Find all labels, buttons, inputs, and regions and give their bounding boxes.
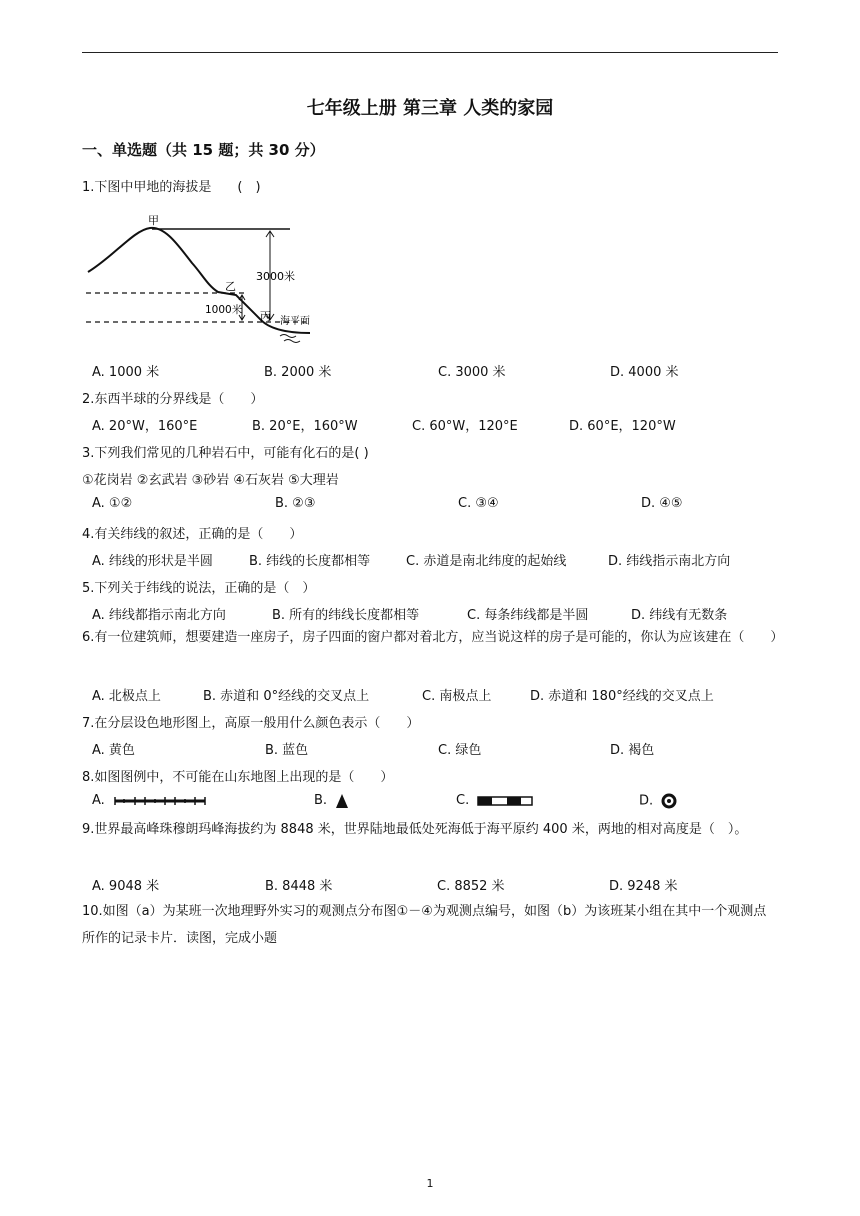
- option-d[interactable]: [639, 793, 677, 809]
- question-10-stem: 10.如图（a）为某班一次地理野外实习的观测点分布图①－④为观测点编号，如图（b）为该班某小组在其中一个观测点所作的记录卡片．读图，完成小题: [82, 904, 767, 946]
- option-d[interactable]: D. 60°E，120°W: [569, 419, 676, 434]
- question-1-options: [92, 361, 772, 381]
- option-d-label: D.: [639, 793, 654, 809]
- option-b[interactable]: [314, 793, 349, 808]
- option-d[interactable]: D. 4000 米: [610, 365, 679, 380]
- question-6-options: [92, 685, 772, 705]
- question-2-options: [92, 415, 772, 435]
- option-a[interactable]: [92, 793, 207, 808]
- page-number: 1: [426, 1177, 434, 1190]
- option-c[interactable]: C. 南极点上: [422, 689, 492, 704]
- elevation-profile-figure: [84, 208, 314, 348]
- option-c[interactable]: C. 每条纬线都是半圆: [467, 608, 589, 623]
- option-a[interactable]: A. 黄色: [92, 743, 135, 758]
- question-3-stem: 3.下列我们常见的几种岩石中，可能有化石的是( ): [82, 446, 369, 461]
- option-d[interactable]: D. 赤道和 180°经线的交叉点上: [530, 689, 714, 704]
- option-c[interactable]: C. 3000 米: [438, 365, 506, 380]
- option-a[interactable]: A. 纬线的形状是半圆: [92, 554, 213, 569]
- scale-bar-icon: [477, 796, 533, 806]
- option-b[interactable]: B. 蓝色: [265, 743, 309, 758]
- label-3000m: 3000米: [256, 270, 295, 283]
- question-5-options: [92, 604, 772, 624]
- option-b[interactable]: B. 赤道和 0°经线的交叉点上: [203, 689, 370, 704]
- option-b[interactable]: B. 20°E，160°W: [252, 419, 358, 434]
- option-d[interactable]: D. 9248 米: [609, 879, 678, 894]
- option-a[interactable]: A. 1000 米: [92, 365, 160, 380]
- option-c[interactable]: C. 8852 米: [437, 879, 505, 894]
- option-a[interactable]: A. 纬线都指示南北方向: [92, 608, 226, 623]
- option-b[interactable]: B. 纬线的长度都相等: [249, 554, 371, 569]
- question-5-stem: 5.下列关于纬线的说法，正确的是（ ）: [82, 581, 316, 596]
- label-1000m: 1000米: [205, 304, 243, 316]
- option-c[interactable]: C. ③④: [458, 496, 499, 511]
- section-heading: 一、单选题（共 15 题；共 30 分）: [82, 141, 325, 159]
- capital-city-icon: [661, 793, 677, 809]
- question-8-options: [92, 793, 772, 813]
- question-4-options: [92, 550, 772, 570]
- option-d[interactable]: D. ④⑤: [641, 496, 683, 511]
- option-c[interactable]: C. 绿色: [438, 743, 482, 758]
- question-7-options: [92, 739, 772, 759]
- question-6-stem: 6.有一位建筑师，想要建造一座房子，房子四面的窗户都对着北方，应当说这样的房子是可能的，你认为应该建在（ ）: [82, 630, 784, 645]
- mountain-peak-icon: [335, 794, 349, 808]
- option-c[interactable]: [456, 793, 533, 808]
- option-d[interactable]: D. 纬线指示南北方向: [608, 554, 731, 569]
- question-9-stem: 9.世界最高峰珠穆朗玛峰海拔约为 8848 米，世界陆地最低处死海低于海平原约 400 米，两地的相对高度是（ ）。: [82, 822, 748, 837]
- option-a[interactable]: A. ①②: [92, 496, 133, 511]
- question-9-options: [92, 875, 772, 895]
- option-b[interactable]: B. 2000 米: [264, 365, 332, 380]
- header-rule: [82, 52, 778, 53]
- question-3-options: [92, 496, 772, 516]
- option-a[interactable]: A. 20°W，160°E: [92, 419, 198, 434]
- label-jia: 甲: [148, 214, 159, 227]
- railway-symbol-icon: [113, 796, 207, 806]
- option-d[interactable]: D. 褐色: [610, 743, 655, 758]
- option-c[interactable]: C. 60°W，120°E: [412, 419, 518, 434]
- page-title: 七年级上册 第三章 人类的家园: [306, 98, 554, 119]
- option-c[interactable]: C. 赤道是南北纬度的起始线: [406, 554, 567, 569]
- option-b[interactable]: B. 8448 米: [265, 879, 333, 894]
- question-2-stem: 2.东西半球的分界线是（ ）: [82, 392, 264, 407]
- option-a-label: A.: [92, 793, 105, 808]
- option-b[interactable]: B. 所有的纬线长度都相等: [272, 608, 420, 623]
- option-d[interactable]: D. 纬线有无数条: [631, 608, 728, 623]
- option-a[interactable]: A. 9048 米: [92, 879, 160, 894]
- label-sea-level: 海平面: [280, 316, 310, 327]
- label-yi: 乙: [225, 280, 236, 293]
- question-3-rock-list: ①花岗岩 ②玄武岩 ③砂岩 ④石灰岩 ⑤大理岩: [82, 473, 339, 488]
- option-b[interactable]: B. ②③: [275, 496, 316, 511]
- option-a[interactable]: A. 北极点上: [92, 689, 161, 704]
- question-1-stem: 1.下图中甲地的海拔是 ( ): [82, 180, 261, 195]
- question-4-stem: 4.有关纬线的叙述，正确的是（ ）: [82, 527, 303, 542]
- label-bing: 丙: [260, 310, 271, 323]
- question-7-stem: 7.在分层设色地形图上，高原一般用什么颜色表示（ ）: [82, 716, 420, 731]
- question-8-stem: 8.如图图例中，不可能在山东地图上出现的是（ ）: [82, 770, 394, 785]
- option-c-label: C.: [456, 793, 470, 808]
- option-b-label: B.: [314, 793, 328, 808]
